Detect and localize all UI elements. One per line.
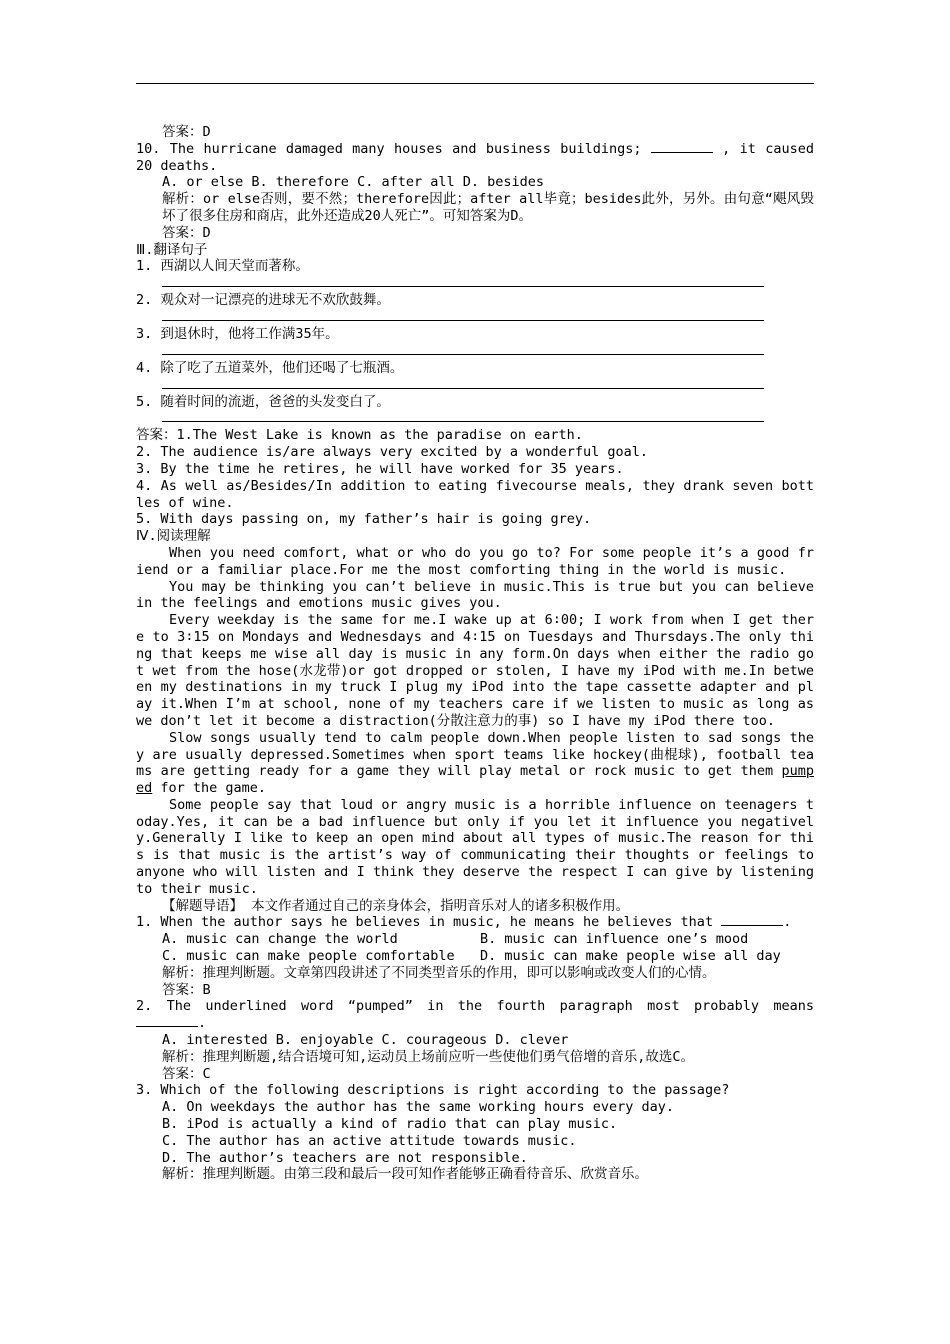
passage-paragraph-5: Some people say that loud or angry music is a horrible influence on teenagers today.Yes, it can be a bad influence but only if you let it influence you negatively.Generally I like to keep an open mind about all types of music.The reason for this is that music is the artist’s way of communicating their thoughts or feelings to anyone who will listen and I think they deserve the respect I can give by listening to their music. [136,796,814,897]
answer-line [162,275,764,287]
answer-line [162,309,764,321]
translation-answer: 2. The audience is/are always very excited by a wonderful goal. [136,444,649,461]
translate-item: 4. 除了吃了五道菜外，他们还喝了七瓶酒。 [136,359,404,376]
answer-line [162,377,764,389]
passage-paragraph-2: You may be thinking you can’t believe in music.This is true but you can believe in the feelings and emotions music gives you. [136,578,814,612]
question-2-answer: 答案：C [162,1065,211,1082]
question-3-option: A. On weekdays the author has the same working hours every day. [162,1099,675,1116]
passage-paragraph-3: Every weekday is the same for me.I wake up at 6∶00; I work from when I get there to 3∶15 on Mondays and Wednesdays and 4∶15 on Tuesdays and Thursdays.The only thing that keeps me wise all day is music in any form.On days when either the radio got wet from the hose(水龙带)or got dropped or stolen, I have my iPod with me.In between my destinations in my truck I plug my iPod into the tape cassette adapter and play it.When I’m at school, none of my teachers care if we listen to music as long as we don’t let it become a distraction(分散注意力的事) so I have my iPod there too. [136,612,814,729]
translation-answer: 5. With days passing on, my father’s hair is going grey. [136,511,592,528]
reading-guide: 【解题导语】 本文作者通过自己的亲身体会，指明音乐对人的诸多积极作用。 [162,897,630,914]
passage-paragraph-1: When you need comfort, what or who do you go to? For some people it’s a good friend or a familiar place.For me the most comforting thing in the world is music. [136,544,814,578]
answer-line [162,410,764,422]
section3-heading: Ⅲ.翻译句子 [136,241,208,258]
question-2-analysis: 解析：推理判断题,结合语境可知,运动员上场前应听一些使他们勇气倍增的音乐,故选C。 [162,1048,695,1065]
question-1-stem: 1. When the author says he believes in music, he means he believes that . [136,914,792,931]
question-3-option: C. The author has an active attitude towards music. [162,1132,577,1149]
translation-answer: 4. As well as/Besides/In addition to eating fivecourse meals, they drank seven bottles of wine. [136,477,814,511]
question-2-stem: 2. The underlined word “pumped” in the fourth paragraph most probably means . [136,998,814,1032]
question-3-analysis: 解析：推理判断题。由第三段和最后一段可知作者能够正确看待音乐、欣赏音乐。 [162,1166,648,1183]
question-3-option: B. iPod is actually a kind of radio that can play music. [162,1116,618,1133]
question-1-options-row: A. music can change the world B. music can influence one’s mood [162,931,749,948]
q10-analysis: 解析：or else否则，要不然；therefore因此；after all毕竟；besides此外，另外。由句意“飓风毁坏了很多住房和商店，此外还造成20人死亡”。可知答案为D。 [162,191,814,224]
translate-item: 1. 西湖以人间天堂而著称。 [136,258,309,275]
question-1-options-row: C. music can make people comfortable D. music can make people wise all day [162,948,781,965]
translate-item: 3. 到退休时，他将工作满35年。 [136,325,339,342]
question-1-answer: 答案：B [162,981,211,998]
translate-item: 5. 随着时间的流逝，爸爸的头发变白了。 [136,393,390,410]
answer-blank [721,914,783,926]
translation-answer: 3. By the time he retires, he will have worked for 35 years. [136,460,624,477]
passage-paragraph-4: Slow songs usually tend to calm people down.When people listen to sad songs they are usually depressed.Sometimes when sport teams like hockey(曲棍球), football teams are getting ready for a game they will play metal or rock music to get them pumped for the game. [136,729,814,797]
document-page [136,124,814,1183]
translation-answer: 答案：1.The West Lake is known as the paradise on earth. [136,427,583,444]
answer-line [162,343,764,355]
question-3-option: D. The author’s teachers are not responsible. [162,1149,528,1166]
q10-stem: 10. The hurricane damaged many houses and business buildings; , it caused 20 deaths. [136,140,814,174]
underlined-word: pumped [136,763,814,797]
section4-heading: Ⅳ.阅读理解 [136,528,211,545]
answer-blank [136,1015,198,1027]
q9-answer: 答案：D [162,124,211,140]
header-rule [136,83,814,84]
answer-blank [651,141,713,153]
q10-options: A. or else B. therefore C. after all D. besides [162,174,545,191]
question-2-options: A. interested B. enjoyable C. courageous D. clever [162,1032,569,1049]
translate-item: 2. 观众对一记漂亮的进球无不欢欣鼓舞。 [136,292,390,309]
question-3-stem: 3. Which of the following descriptions is right according to the passage? [136,1082,730,1099]
question-1-analysis: 解析：推理判断题。文章第四段讲述了不同类型音乐的作用，即可以影响或改变人们的心情。 [162,964,716,981]
q10-answer: 答案：D [162,224,211,241]
